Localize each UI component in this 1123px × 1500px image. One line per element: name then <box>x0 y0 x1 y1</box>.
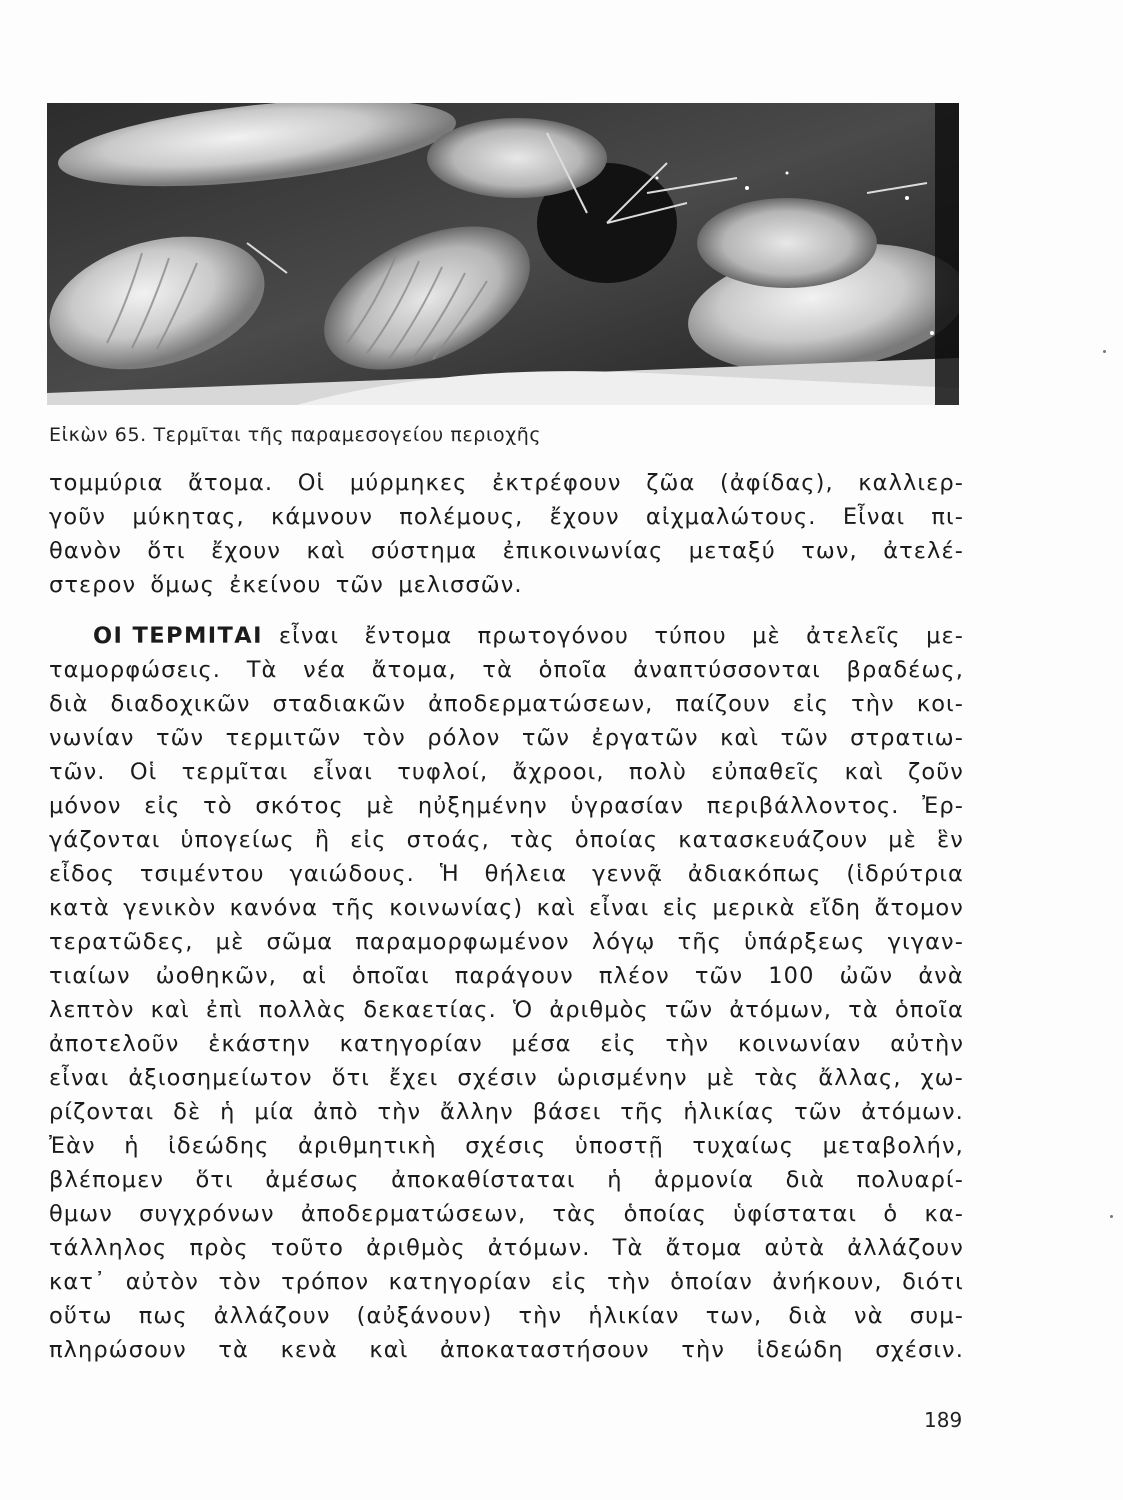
word: γεννᾷ <box>592 861 664 887</box>
termites-image <box>47 103 959 405</box>
word: ἰδεώδη <box>756 1337 844 1363</box>
word: κανόνα <box>229 895 319 921</box>
word: Ἡ <box>439 861 460 887</box>
text-line <box>49 1197 964 1231</box>
word: καὶ <box>369 1337 409 1363</box>
word: ἐπικοινωνίας <box>502 538 664 564</box>
word: διαδοχικῶν <box>110 691 251 717</box>
word: ἀλλάζουν <box>213 1303 331 1329</box>
word: τερμῖται <box>181 759 289 785</box>
word: ἀνὰ <box>918 963 964 989</box>
text-line <box>49 1299 964 1333</box>
section-heading: ΟΙ ΤΕΡΜΙΤΑΙ <box>93 623 263 649</box>
word: ἀνήκουν, <box>772 1269 883 1295</box>
word: ἀξιοσημείωτον <box>128 1065 313 1091</box>
word: πληρώσουν <box>49 1337 187 1363</box>
word: διὰ <box>49 691 89 717</box>
word: ἀλλάζουν <box>847 1235 964 1261</box>
text-line <box>49 857 964 891</box>
word: ἡλικίαν <box>588 1303 680 1329</box>
word: ἄχροοι, <box>512 759 605 785</box>
word: μὲ <box>752 623 781 649</box>
word: μύκητας, <box>132 504 245 530</box>
word: μὲ <box>215 929 245 955</box>
word: εὐπαθεῖς <box>711 759 821 785</box>
text-line <box>49 500 964 534</box>
word: περιβάλλοντος. <box>706 793 900 819</box>
text-line <box>49 653 964 687</box>
word: εἴδη <box>808 895 862 921</box>
word: εἰς <box>600 1031 637 1057</box>
word: ὁποίας <box>623 1201 707 1227</box>
word: μερικὰ <box>712 895 796 921</box>
word: ἀποτελοῦν <box>49 1031 180 1057</box>
word: τὴν <box>681 1337 726 1363</box>
word: τὰ <box>218 1337 249 1363</box>
word: (αὐξάνουν) <box>356 1303 493 1329</box>
word: ταμορφώσεις. <box>49 657 222 683</box>
word: ἀποδερματώσεων, <box>428 691 654 717</box>
word: ἀτελέ- <box>883 538 964 564</box>
word: ὠῶν <box>839 963 894 989</box>
word: ρίζονται <box>49 1099 155 1125</box>
word: μόνον <box>49 793 122 819</box>
word: μέσα <box>511 1031 572 1057</box>
word: παίζουν <box>675 691 771 717</box>
word: πολέμους, <box>399 504 524 530</box>
word: κατ᾽ <box>49 1269 107 1295</box>
word: κατηγορίαν <box>339 1031 483 1057</box>
word: δεκαετίας. <box>363 997 497 1023</box>
word: (ἱδρύτρια <box>846 861 964 887</box>
text-line <box>49 619 964 653</box>
word: ὁποίαν <box>670 1269 753 1295</box>
word: ἁρμονία <box>654 1167 755 1193</box>
word: τῆς <box>677 929 722 955</box>
word: διὰ <box>788 1303 828 1329</box>
word: χω- <box>920 1065 964 1091</box>
word: σχέσις <box>465 1133 547 1159</box>
word: Ὁ <box>512 997 534 1023</box>
word: τὸν <box>362 725 406 751</box>
word: πως <box>138 1303 188 1329</box>
word: ἀριθμητικὴ <box>297 1133 437 1159</box>
heading-line-rest <box>279 619 964 653</box>
word: ὁποίας <box>574 827 659 853</box>
word: νέα <box>303 657 347 683</box>
text-line <box>49 1163 964 1197</box>
word: συμ- <box>909 1303 964 1329</box>
word: καὶ <box>150 997 190 1023</box>
word: Τὰ <box>612 1235 644 1261</box>
word: κοινωνίας) <box>389 895 524 921</box>
termites-photograph <box>47 103 959 405</box>
scan-speck <box>1103 350 1106 353</box>
word: τὴν <box>851 691 895 717</box>
word: βλέπομεν <box>49 1167 164 1193</box>
word: ὠοθηκῶν, <box>155 963 278 989</box>
word: τομμύρια <box>49 470 164 496</box>
word: μία <box>254 1099 295 1125</box>
word: γιγαν- <box>887 929 964 955</box>
word: ἄτομον <box>874 895 964 921</box>
word: πρὸς <box>189 1235 249 1261</box>
text-line <box>49 823 964 857</box>
word: Ἐὰν <box>49 1133 96 1159</box>
word: τὰ <box>848 997 879 1023</box>
word: ὑποστῇ <box>574 1133 664 1159</box>
word: μύρμηκες <box>349 470 468 496</box>
word: Εἶναι <box>842 504 906 530</box>
word: τσιμέντου <box>139 861 265 887</box>
word: τερατῶδες, <box>49 929 194 955</box>
word: αὐτὰ <box>764 1235 826 1261</box>
word: ὡρισμένην <box>556 1065 688 1091</box>
word: τρόπον <box>281 1269 370 1295</box>
figure-caption: Εἰκὼν 65. Τερμῖται τῆς παραμεσογείου περιοχῆς <box>49 424 542 446</box>
word: μεταξύ <box>688 538 776 564</box>
word: ἐκτρέφουν <box>492 470 622 496</box>
word: τῶν <box>664 997 714 1023</box>
word: πολλὰς <box>258 997 348 1023</box>
word: ἀποδερματώσεων, <box>300 1201 527 1227</box>
word: ὅτι <box>331 1065 370 1091</box>
word: πι- <box>931 504 964 530</box>
word: πολὺ <box>628 759 687 785</box>
word: θανὸν <box>49 538 122 564</box>
word: τῶν <box>794 1099 843 1125</box>
word: ἄλλην <box>440 1099 514 1125</box>
word: εἶναι <box>49 1065 110 1091</box>
word: τυχαίως <box>692 1133 795 1159</box>
word: καὶ <box>844 759 884 785</box>
word: παράγουν <box>454 963 574 989</box>
word: γαιώδους. <box>289 861 415 887</box>
text-line <box>49 755 964 789</box>
word: κοι- <box>916 691 964 717</box>
word: νωνίαν <box>49 725 135 751</box>
word: των, <box>705 1303 763 1329</box>
word: Οἱ <box>297 470 326 496</box>
word: ὑπάρξεως <box>744 929 866 955</box>
word: βραδέως, <box>846 657 964 683</box>
word: νὰ <box>854 1303 884 1329</box>
word: τὰς <box>509 827 555 853</box>
word: ἑκάστην <box>208 1031 311 1057</box>
text-line <box>49 993 964 1027</box>
word: δὲ <box>173 1099 202 1125</box>
word: ἡ <box>607 1167 623 1193</box>
word: ὑπογείως <box>180 827 295 853</box>
word: ἡ <box>124 1133 140 1159</box>
word: διὰ <box>785 1167 826 1193</box>
text-line <box>49 534 964 568</box>
word: σταδιακῶν <box>272 691 407 717</box>
paragraph-termites <box>49 619 964 1367</box>
word: εἰς <box>551 1269 588 1295</box>
word: τυφλοί, <box>397 759 489 785</box>
word: τάλληλος <box>49 1235 168 1261</box>
word: ἡλικίας <box>683 1099 776 1125</box>
word: πολυαρί- <box>856 1167 964 1193</box>
word: ἔχει <box>389 1065 439 1091</box>
word: κοινωνίαν <box>737 1031 862 1057</box>
word: ἔχουν <box>211 538 282 564</box>
word: τὰ <box>482 657 513 683</box>
page-number: 189 <box>924 1408 963 1432</box>
word: ὅτι <box>195 1167 234 1193</box>
word: τῆς <box>331 895 376 921</box>
word: εἰς <box>662 895 700 921</box>
paragraph-ants <box>49 466 964 602</box>
word: αὐτὴν <box>890 1031 964 1057</box>
word: βάσει <box>532 1099 602 1125</box>
word: ἄλλας, <box>818 1065 902 1091</box>
word: σῶμα <box>266 929 334 955</box>
word: ἀπὸ <box>313 1099 359 1125</box>
word: ἡ <box>220 1099 236 1125</box>
word: τὴν <box>518 1303 563 1329</box>
word: με- <box>926 623 964 649</box>
word: τῶν <box>521 725 571 751</box>
word: ὁποῖαι <box>351 963 430 989</box>
word: ἀριθμὸς <box>366 1235 466 1261</box>
word: ὅτι <box>147 538 186 564</box>
word: συγχρόνων <box>139 1201 275 1227</box>
word: ἢ <box>314 827 331 853</box>
word: ὁ <box>883 1201 899 1227</box>
word: γενικὸν <box>123 895 217 921</box>
text-line <box>49 687 964 721</box>
body-text <box>49 466 964 1367</box>
word: καλλιερ- <box>858 470 964 496</box>
text-line <box>49 1061 964 1095</box>
word: τὰς <box>754 1065 800 1091</box>
word: λόγῳ <box>591 929 656 955</box>
word: κάμνουν <box>270 504 373 530</box>
word: πρωτογόνου <box>477 623 630 649</box>
word: ὁποῖα <box>894 997 964 1023</box>
word: αἱ <box>302 963 327 989</box>
text-line <box>49 1333 964 1367</box>
word: τιαίων <box>49 963 131 989</box>
word: κατὰ <box>49 895 110 921</box>
word: σύστημα <box>370 538 478 564</box>
word: τῆς <box>620 1099 665 1125</box>
word: γοῦν <box>49 504 107 530</box>
word: κενὰ <box>280 1337 338 1363</box>
word: κα- <box>924 1201 964 1227</box>
word: αὐτὸν <box>125 1269 199 1295</box>
word: κατηγορίαν <box>388 1269 532 1295</box>
word: ἔντομα <box>364 623 453 649</box>
word: ἀδιακόπως <box>687 861 822 887</box>
word: τὰς <box>552 1201 598 1227</box>
word: κατασκευάζουν <box>678 827 869 853</box>
word: εἶναι <box>278 623 340 649</box>
word: ἔχουν <box>549 504 620 530</box>
text-line <box>49 721 964 755</box>
word: σκότος <box>255 793 344 819</box>
word: (ἀφίδας), <box>720 470 834 496</box>
text-line <box>49 959 964 993</box>
word: πλέον <box>598 963 670 989</box>
word: ἐπὶ <box>205 997 243 1023</box>
word: ἀτελεῖς <box>806 623 901 649</box>
word: ρόλον <box>427 725 501 751</box>
word: ἀποκαταστήσουν <box>440 1337 650 1363</box>
word: μὲ <box>888 827 917 853</box>
word: οὕτω <box>49 1303 113 1329</box>
word: καὶ <box>536 895 576 921</box>
text-line <box>49 466 964 500</box>
word: ζῶα <box>646 470 696 496</box>
word: ἄτομα. <box>188 470 274 496</box>
word: τοῦτο <box>270 1235 344 1261</box>
word: διότι <box>902 1269 964 1295</box>
text-line <box>49 925 964 959</box>
word: θμων <box>49 1201 113 1227</box>
word: σχέσιν. <box>875 1337 964 1363</box>
word: τῶν <box>155 725 205 751</box>
word: ἀμέσως <box>265 1167 360 1193</box>
word: 100 <box>768 963 815 989</box>
word: παραμορφωμένον <box>355 929 570 955</box>
word: ζοῦν <box>907 759 964 785</box>
text-line <box>49 1265 964 1299</box>
word: τὸν <box>218 1269 262 1295</box>
word: μεταβολήν, <box>822 1133 964 1159</box>
word: ἄτομα, <box>371 657 457 683</box>
word: εἶναι <box>312 759 373 785</box>
word: εἶδος <box>49 861 116 887</box>
word: ἀτόμων. <box>861 1099 964 1125</box>
word: ἀτόμων, <box>729 997 833 1023</box>
word: εἰς <box>144 793 181 819</box>
scan-speck <box>1110 1215 1113 1218</box>
text-line <box>49 1129 964 1163</box>
word: τύπου <box>654 623 727 649</box>
word: σχέσιν <box>457 1065 538 1091</box>
word: ὁποῖα <box>538 657 608 683</box>
word: ὑφίσταται <box>733 1201 858 1227</box>
text-line <box>49 1027 964 1061</box>
word: τὸ <box>203 793 233 819</box>
word: ηὐξημένην <box>417 793 548 819</box>
word: ἄτομα <box>665 1235 743 1261</box>
word: Ἐρ- <box>922 793 964 819</box>
text-line <box>49 1231 964 1265</box>
word: των, <box>801 538 858 564</box>
word: Τὰ <box>246 657 278 683</box>
text-line <box>49 1095 964 1129</box>
word: ἀτόμων. <box>487 1235 591 1261</box>
word: ἰδεώδης <box>168 1133 270 1159</box>
word: γάζονται <box>49 827 161 853</box>
text-line <box>49 789 964 823</box>
word: καὶ <box>720 725 760 751</box>
text-line <box>49 891 964 925</box>
word: τῶν <box>694 963 744 989</box>
word: εἶναι <box>589 895 650 921</box>
word: τερμιτῶν <box>225 725 342 751</box>
word: ἐργατῶν <box>591 725 699 751</box>
word: τὴν <box>607 1269 651 1295</box>
word: μὲ <box>706 1065 736 1091</box>
word: ἀναπτύσσονται <box>633 657 821 683</box>
word: στρατιω- <box>850 725 964 751</box>
word: αἰχμαλώτους. <box>645 504 817 530</box>
word: ὑγρασίαν <box>570 793 684 819</box>
word: στοάς, <box>406 827 490 853</box>
word: εἰς <box>350 827 387 853</box>
word: μὲ <box>366 793 396 819</box>
word: εἰς <box>792 691 830 717</box>
word: θήλεια <box>484 861 568 887</box>
word: τῶν. <box>49 759 106 785</box>
word: τῶν <box>780 725 829 751</box>
word: λεπτὸν <box>49 997 135 1023</box>
word: Οἱ <box>129 759 158 785</box>
word: ἀποκαθίσταται <box>391 1167 576 1193</box>
word: τὴν <box>665 1031 710 1057</box>
word: ἓν <box>936 827 964 853</box>
word: καὶ <box>306 538 346 564</box>
word: τὴν <box>377 1099 422 1125</box>
text-line: στερον ὅμως ἐκείνου τῶν μελισσῶν. <box>49 572 523 598</box>
word: ἀριθμὸς <box>549 997 649 1023</box>
